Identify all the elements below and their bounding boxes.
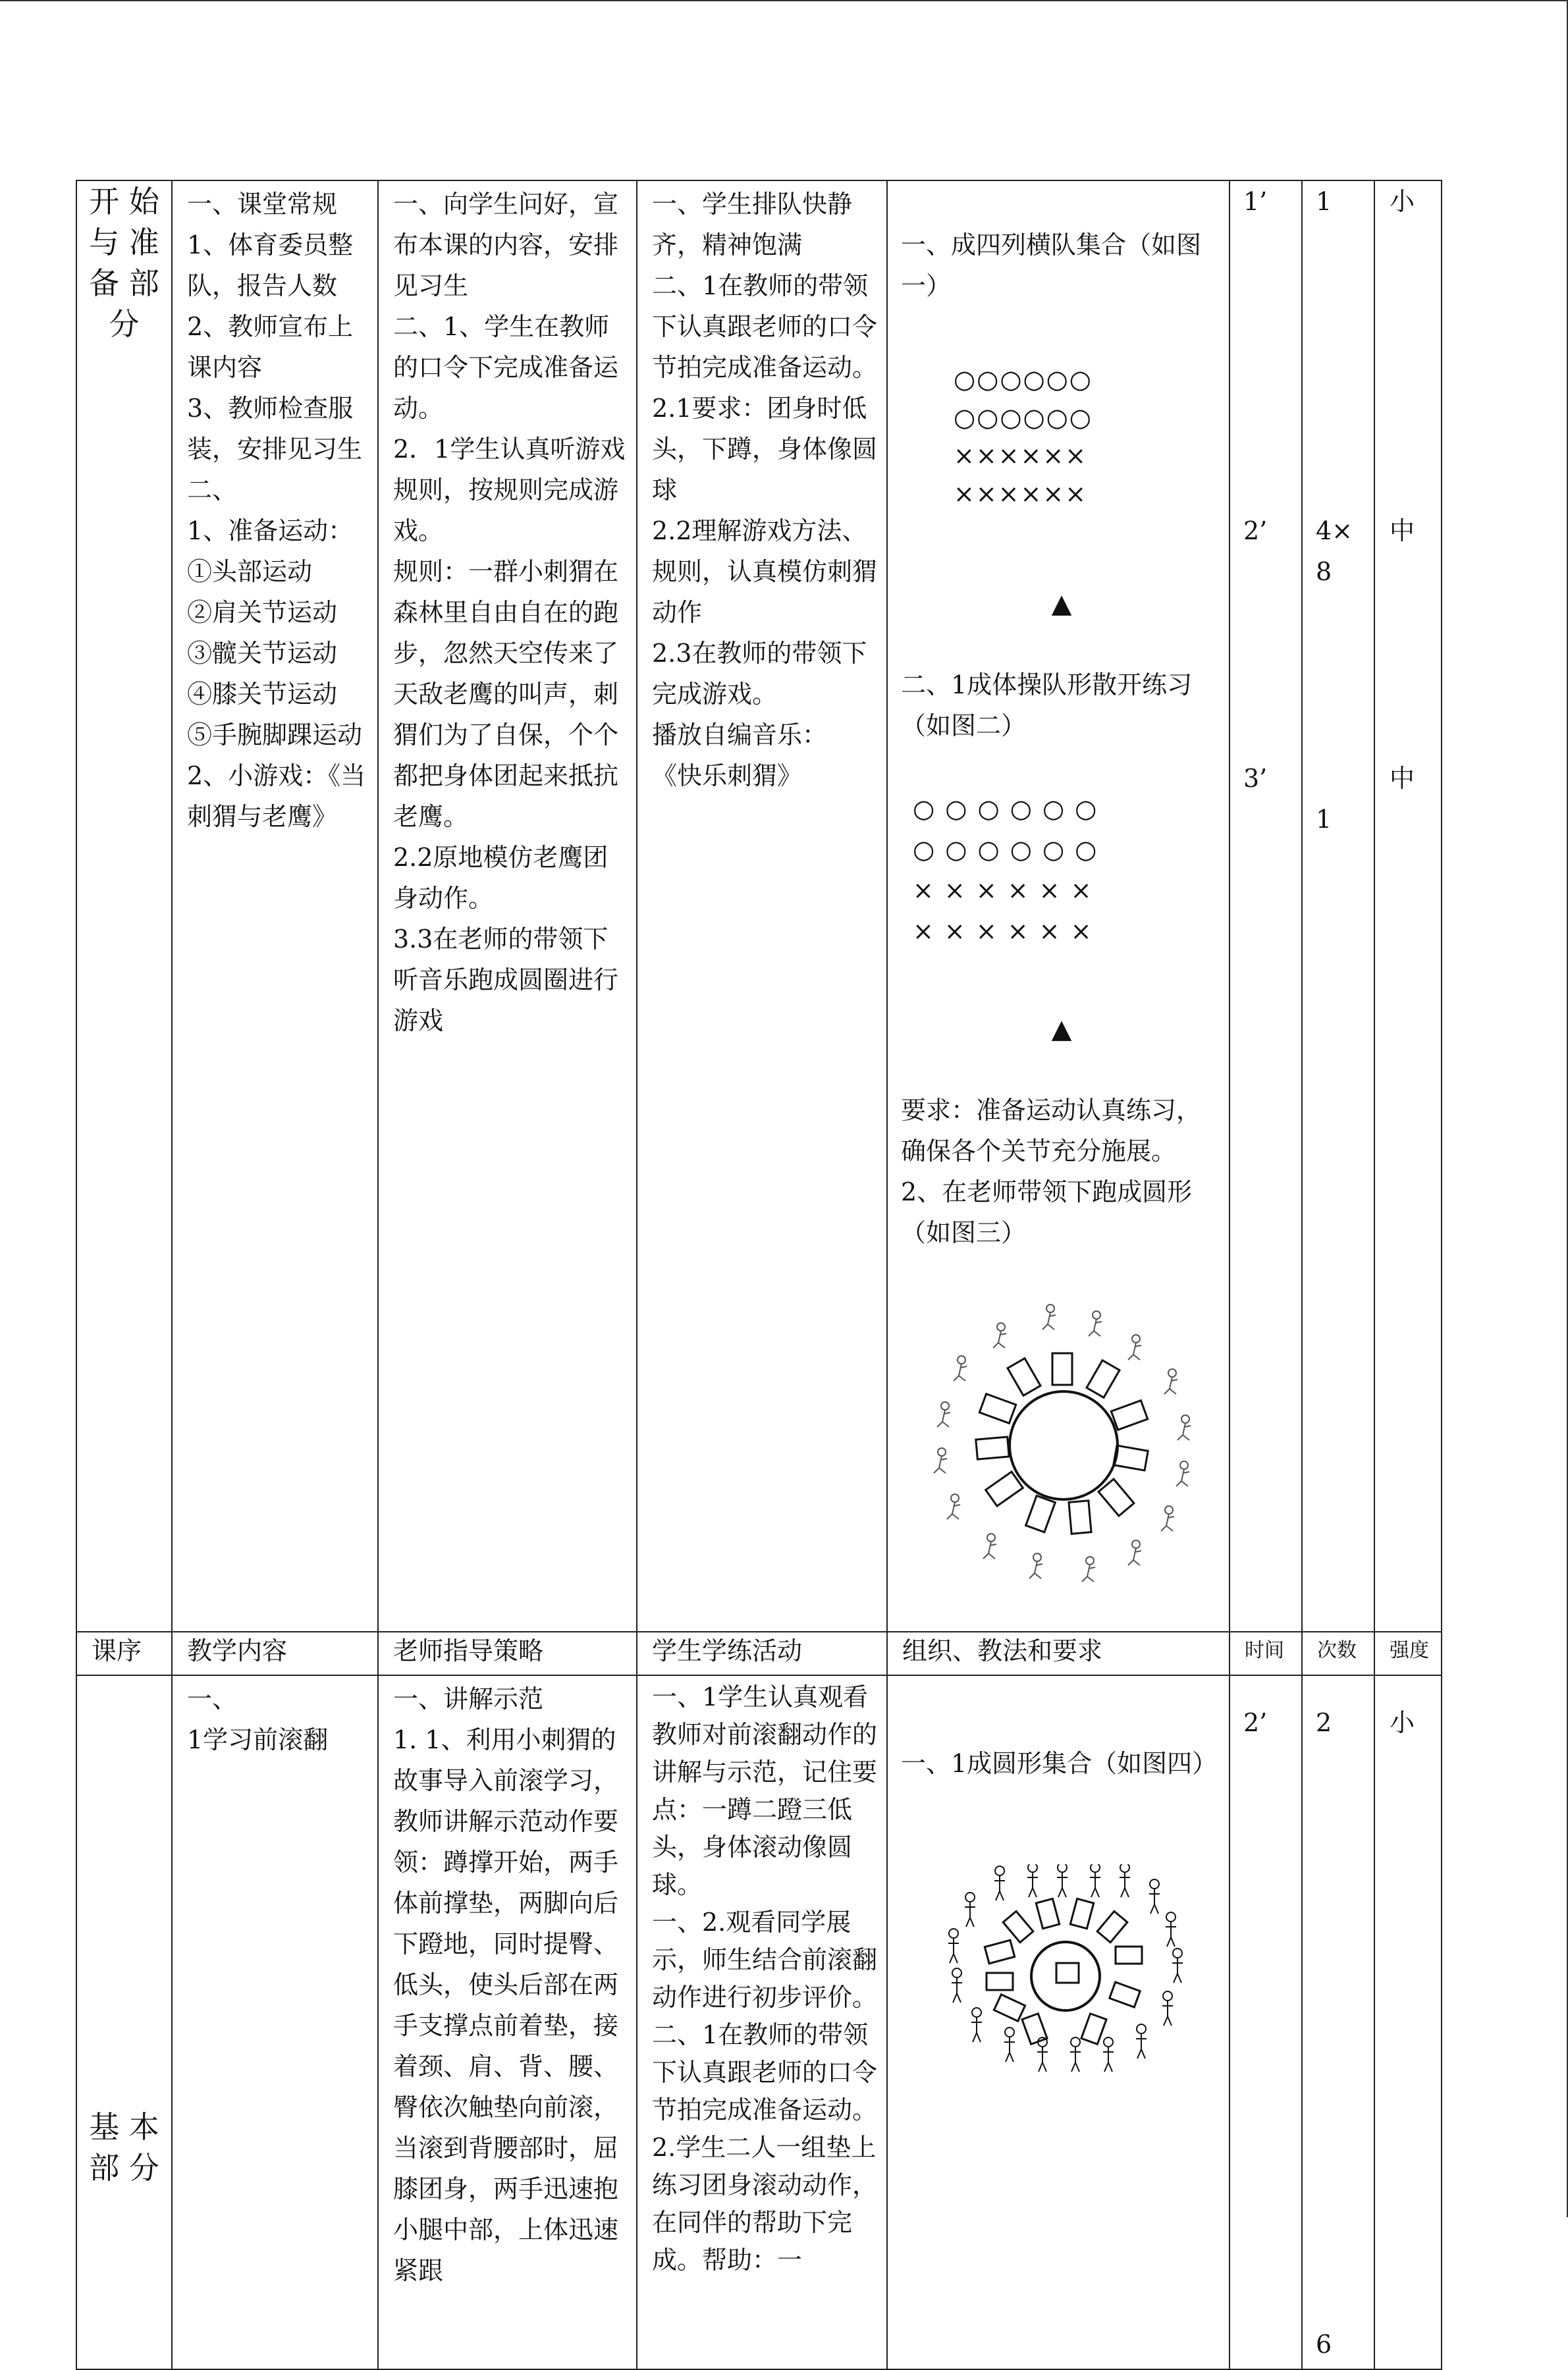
mat-icon (1036, 1899, 1059, 1928)
mat-icon (1070, 1899, 1093, 1928)
main-student-cell (637, 1675, 887, 2369)
warmup-student-cell (637, 180, 887, 1632)
mat-icon (1081, 2014, 1106, 2044)
student-figure-icon (952, 1968, 962, 2003)
runners-ring (934, 1305, 1191, 1582)
runner-icon (947, 1494, 960, 1519)
main-content-cell (172, 1675, 378, 2369)
main-count-2: 6 (1316, 2330, 1332, 2359)
student-figure-icon (1136, 2024, 1147, 2059)
warmup-intensity-2: 中 (1390, 516, 1415, 545)
header-org: 组织、教法和要求 (902, 1636, 1103, 1665)
teacher-position-triangle-icon: ▲ (1051, 589, 1072, 619)
header-intensity-cell (1374, 1632, 1442, 1675)
warmup-intensity-1: 小 (1390, 187, 1415, 216)
demo-mat (1056, 1963, 1079, 1983)
student-figure-icon (971, 2008, 982, 2042)
formation2-row: × × × × × × (913, 876, 1093, 905)
formation-figure-1 (901, 360, 1222, 513)
warmup-time-1: 1’ (1243, 187, 1268, 216)
student-figure-icon (1037, 2037, 1048, 2072)
students-ring (948, 1864, 1183, 2072)
formation1-row: ×××××× (954, 441, 1088, 470)
mat-icon (986, 1472, 1023, 1506)
student-figure-icon (1149, 1879, 1160, 1914)
header-student: 学生学练活动 (652, 1636, 803, 1665)
header-time: 时间 (1245, 1639, 1284, 1662)
mat-icon (1110, 1982, 1140, 2007)
formation-figure-2 (901, 788, 1222, 952)
warmup-org-cell (887, 180, 1230, 1632)
section-warmup-row (76, 180, 1442, 1632)
org-requirement-text: 要求：准备运动认真练习，确保各个关节充分施展。 2、在老师带领下跑成圆形（如图三） (901, 1096, 1202, 1247)
student-figure-icon (994, 1866, 1005, 1900)
runner-icon (983, 1534, 996, 1559)
runner-icon (1042, 1305, 1056, 1330)
runner-icon (1176, 1461, 1189, 1486)
mat-icon (1052, 1353, 1072, 1385)
runner-icon (1161, 1506, 1174, 1531)
student-figure-icon (1004, 2028, 1015, 2062)
warmup-count-cell (1302, 180, 1374, 1632)
runner-icon (993, 1323, 1006, 1348)
header-order-cell (76, 1632, 172, 1675)
student-figure-icon (1103, 2037, 1114, 2072)
main-org-cell (887, 1675, 1230, 2369)
org-formation-1-text: 一、成四列横队集合（如图一） (901, 230, 1202, 300)
student-figure-icon (1172, 1949, 1183, 1983)
section-warmup-title-cell (76, 180, 172, 1632)
student-figure-icon (948, 1929, 959, 1963)
header-content: 教学内容 (187, 1636, 288, 1665)
mat-icon (976, 1437, 1009, 1459)
circle-formation-figure-4 (927, 1864, 1204, 2082)
mat-icon (1098, 1479, 1134, 1516)
warmup-student-activity: 一、学生排队快静齐，精神饱满 二、1在教师的带领下认真跟老师的口令节拍完成准备运动。 2.1要求：团身时低头，下蹲，身体像圆球 2.2理解游戏方法、规则，认真模仿刺猬动作 2.3在教师的带领下完成游戏。 播放自编音乐： 《快乐刺猬》 (652, 190, 878, 790)
warmup-count-1: 1 (1316, 187, 1332, 216)
header-order: 课序 (92, 1636, 142, 1665)
mats-ring (976, 1353, 1148, 1534)
student-figure-icon (1120, 1864, 1130, 1897)
header-count: 次数 (1317, 1639, 1357, 1662)
main-org (888, 1676, 1229, 2122)
student-figure-icon (965, 1893, 975, 1927)
main-intensity-cell (1374, 1675, 1442, 2369)
formation1-row: ○○○○○○ (954, 365, 1093, 394)
mat-icon (1097, 1911, 1127, 1942)
warmup-teacher-cell (378, 180, 637, 1632)
org-circle-gather-text: 一、1成圆形集合（如图四） (901, 1749, 1218, 1778)
main-time-cell (1230, 1675, 1302, 2369)
teacher-position-triangle-icon: ▲ (1051, 1014, 1072, 1044)
header-teacher: 老师指导策略 (393, 1636, 544, 1665)
top-border (0, 0, 1568, 1)
main-content: 一、 1学习前滚翻 (187, 1684, 329, 1754)
runner-icon (1082, 1557, 1095, 1582)
warmup-time-cell (1230, 180, 1302, 1632)
formation1-row: ×××××× (954, 479, 1088, 508)
mat-icon (1022, 2014, 1047, 2044)
mat-icon (1008, 1359, 1041, 1396)
runner-icon (1164, 1369, 1177, 1394)
runner-icon (1029, 1553, 1042, 1578)
main-count-1: 2 (1316, 1708, 1332, 1737)
mats-ring (985, 1899, 1142, 2044)
runner-icon (1128, 1335, 1141, 1360)
table-header-row (76, 1632, 1442, 1675)
warmup-teacher-strategy: 一、向学生问好，宣布本课的内容，安排见习生 二、1、学生在教师的口令下完成准备运动。 2．1学生认真听游戏规则，按规则完成游戏。 规则：一群小刺猬在森林里自由自在的跑步，忽然天空传来了天敌老鹰的叫声，刺猬们为了自保，个个都把身体团起来抵抗老鹰。 2.2原地模仿老鹰团身动作。 3.3在老师的带领下听音乐跑成圆圈进行游戏 (393, 190, 626, 1035)
warmup-org (888, 181, 1229, 1631)
mat-icon (985, 1940, 1014, 1963)
lesson-plan-table (76, 180, 1442, 2370)
header-org-cell (887, 1632, 1230, 1675)
formation2-row: ○ ○ ○ ○ ○ ○ (913, 794, 1098, 823)
main-teacher-strategy: 一、讲解示范 1. 1、利用小刺猬的故事导入前滚学习，教师讲解示范动作要领：蹲撑开始，两手体前撑垫，两脚向后下蹬地，同时提臀、低头，使头后部在两手支撑点前着垫，接着颈、肩、背、腰、臀依次触垫向前滚，当滚到背腰部时，屈膝团身，两手迅速抱小腿中部，上体迅速紧跟 (393, 1684, 619, 2285)
header-time-cell (1230, 1632, 1302, 1675)
warmup-count-2: 4× 8 (1316, 516, 1353, 586)
header-count-cell (1302, 1632, 1374, 1675)
mat-icon (1087, 1360, 1120, 1398)
warmup-intensity-cell (1374, 180, 1442, 1632)
section-main-title-cell (76, 1675, 172, 2369)
section-warmup-title: 开 始 与 准 备 部 分 (89, 184, 159, 342)
mat-icon (1069, 1501, 1091, 1534)
student-figure-icon (1057, 1864, 1068, 1897)
main-teacher-cell (378, 1675, 637, 2369)
center-mat-circle (1031, 1942, 1100, 2010)
header-intensity: 强度 (1390, 1639, 1429, 1662)
runner-icon (1089, 1311, 1102, 1336)
warmup-time-3: 3’ (1243, 764, 1268, 793)
mat-icon (1116, 1947, 1142, 1964)
header-teacher-cell (378, 1632, 637, 1675)
runner-icon (934, 1448, 947, 1473)
warmup-count-3: 1 (1316, 805, 1332, 834)
runner-icon (954, 1356, 967, 1381)
header-content-cell (172, 1632, 378, 1675)
formation2-row: ○ ○ ○ ○ ○ ○ (913, 835, 1098, 864)
circle-track (1010, 1391, 1118, 1499)
header-student-cell (637, 1632, 887, 1675)
mat-icon (1111, 1401, 1147, 1430)
org-formation-2-text: 二、1成体操队形散开练习（如图二） (901, 670, 1193, 740)
main-intensity: 小 (1390, 1708, 1415, 1737)
student-figure-icon (1027, 1864, 1038, 1897)
runner-icon (1177, 1415, 1191, 1440)
student-figure-icon (1162, 1991, 1173, 2026)
circle-formation-figure-3 (909, 1301, 1218, 1590)
student-figure-icon (1166, 1912, 1176, 1947)
section-main-row (76, 1675, 1442, 2369)
main-time: 2’ (1243, 1708, 1268, 1737)
student-figure-icon (1070, 2037, 1081, 2072)
mat-icon (987, 1973, 1013, 1990)
main-student-activity: 一、1学生认真观看教师对前滚翻动作的讲解与示范，记住要点：一蹲二蹬三低头，身体滚动像圆球。 一、2.观看同学展示，师生结合前滚翻动作进行初步评价。 二、1在教师的带领下认真跟老师的口令节拍完成准备运动。 2.学生二人一组垫上练习团身滚动动作，在同伴的帮助下完成。帮助：一 (652, 1683, 878, 2275)
mat-icon (1026, 1495, 1056, 1532)
warmup-content-cell (172, 180, 378, 1632)
student-figure-icon (1090, 1864, 1100, 1897)
mat-icon (1003, 1911, 1033, 1942)
section-main-title: 基 本 部 分 (89, 2109, 159, 2186)
warmup-intensity-3: 中 (1390, 764, 1415, 793)
formation2-row: × × × × × × (913, 917, 1093, 946)
runner-icon (1128, 1540, 1141, 1565)
mat-icon (979, 1394, 1015, 1424)
warmup-content: 一、课堂常规 1、体育委员整队，报告人数 2、教师宣布上课内容 3、教师检查服装，安排见习生 二、 1、准备运动： ①头部运动 ②肩关节运动 ③髋关节运动 ④膝关节运动 ⑤手腕脚踝运动 2、小游戏：《当 刺猬与老鹰》 (187, 190, 366, 831)
formation1-row: ○○○○○○ (954, 403, 1093, 432)
mat-icon (994, 1995, 1025, 2021)
warmup-time-2: 2’ (1243, 516, 1268, 545)
main-count-cell (1302, 1675, 1374, 2369)
runner-icon (937, 1402, 950, 1427)
